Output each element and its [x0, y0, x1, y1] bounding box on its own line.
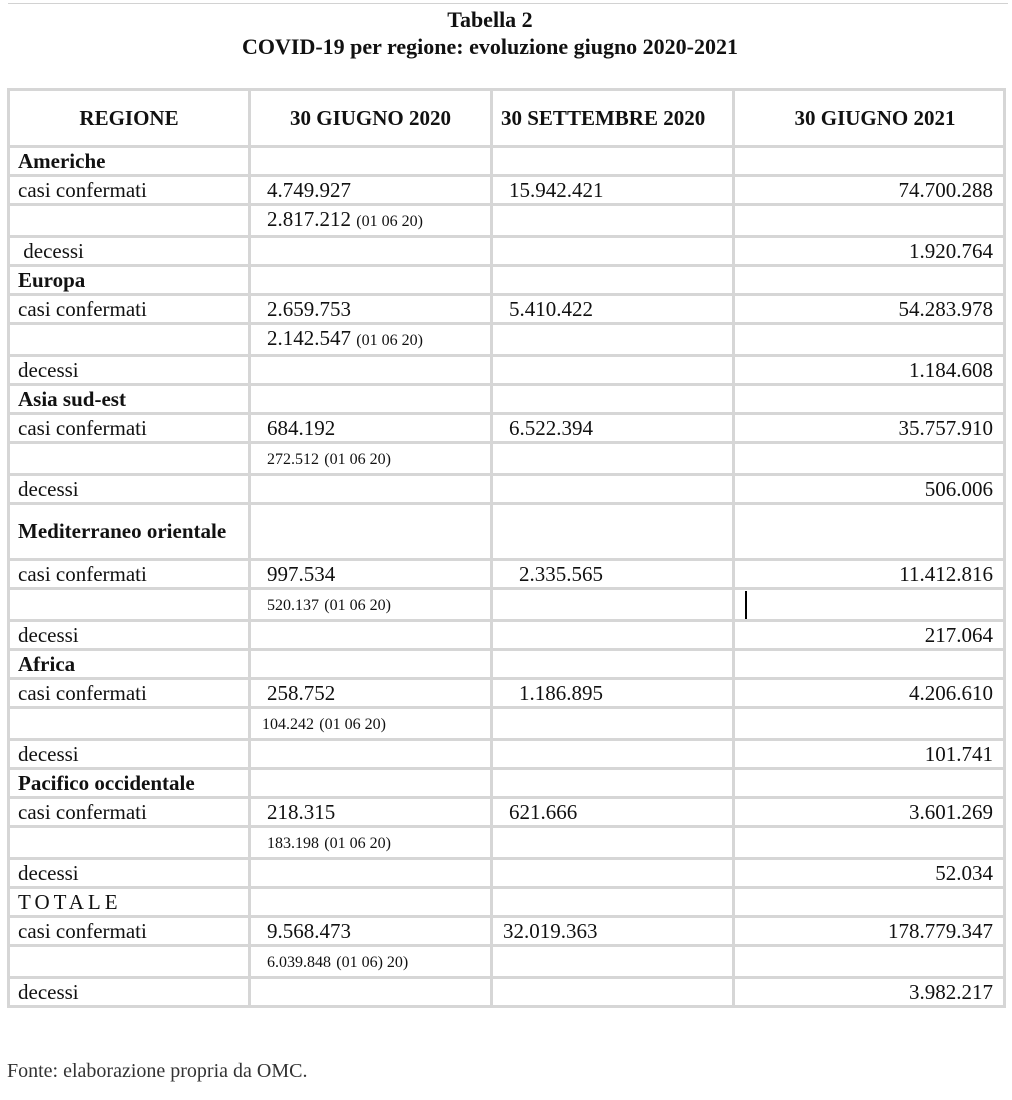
cell-giugno-2020-prior: 183.198 (01 06 20) — [250, 827, 492, 859]
date-note: (01 06 20) — [324, 835, 391, 853]
cell-giugno-2020-prior: 104.242 (01 06 20) — [250, 708, 492, 740]
date-note: (01 06 20) — [319, 716, 386, 734]
total-label: TOTALE — [9, 888, 250, 917]
table-row — [9, 295, 1005, 324]
table-row — [9, 205, 1005, 237]
cell-giugno-2020-prior: 2.817.212 (01 06 20) — [250, 205, 492, 237]
table-number: Tabella 2 — [447, 7, 533, 32]
cell-giugno-2021: 52.034 — [734, 859, 1005, 888]
table-row — [9, 978, 1005, 1007]
cell-giugno-2021: 74.700.288 — [734, 176, 1005, 205]
header-row — [9, 90, 1005, 147]
table-row — [9, 560, 1005, 589]
cell-giugno-2021: 11.412.816 — [734, 560, 1005, 589]
region-name: Pacifico occidentale — [9, 769, 250, 798]
date-note: (01 06) 20) — [336, 954, 409, 972]
table-row — [9, 324, 1005, 356]
cell-giugno-2021: 1.184.608 — [734, 356, 1005, 385]
cell-settembre-2020: 15.942.421 — [492, 176, 734, 205]
table-row — [9, 356, 1005, 385]
covid-region-table — [7, 88, 1006, 1008]
row-label: decessi — [9, 237, 250, 266]
header-30-giugno-2021: 30 GIUGNO 2021 — [734, 90, 1005, 147]
cell-giugno-2020: 997.534 — [250, 560, 492, 589]
row-label: decessi — [9, 356, 250, 385]
table-row — [9, 414, 1005, 443]
row-label: decessi — [9, 475, 250, 504]
table-row — [9, 827, 1005, 859]
cell-settembre-2020: 6.522.394 — [492, 414, 734, 443]
region-name: Asia sud-est — [9, 385, 250, 414]
row-label: casi confermati — [9, 176, 250, 205]
cell-giugno-2021: 4.206.610 — [734, 679, 1005, 708]
table-row — [9, 266, 1005, 295]
region-name: Europa — [9, 266, 250, 295]
table-row — [9, 798, 1005, 827]
table-row — [9, 859, 1005, 888]
table-row — [9, 504, 1005, 560]
row-label: decessi — [9, 859, 250, 888]
cell-settembre-2020: 5.410.422 — [492, 295, 734, 324]
region-name: Mediterraneo orientale — [9, 504, 250, 560]
header-30-giugno-2020: 30 GIUGNO 2020 — [250, 90, 492, 147]
date-note: (01 06 20) — [324, 597, 391, 615]
cell-giugno-2021: 35.757.910 — [734, 414, 1005, 443]
cell-settembre-2020: 2.335.565 — [492, 560, 734, 589]
cell-giugno-2021: 3.601.269 — [734, 798, 1005, 827]
cell-giugno-2021: 178.779.347 — [734, 917, 1005, 946]
cell-giugno-2020-prior: 6.039.848 (01 06) 20) — [250, 946, 492, 978]
table-row — [9, 946, 1005, 978]
cell-settembre-2020: 1.186.895 — [492, 679, 734, 708]
text-cursor — [745, 591, 747, 619]
cell-giugno-2021: 3.982.217 — [734, 978, 1005, 1007]
cell-giugno-2020-prior: 2.142.547 (01 06 20) — [250, 324, 492, 356]
row-label: casi confermati — [9, 798, 250, 827]
table-row — [9, 888, 1005, 917]
region-name: Americhe — [9, 147, 250, 176]
cell-giugno-2020: 258.752 — [250, 679, 492, 708]
row-label: casi confermati — [9, 679, 250, 708]
table-row — [9, 385, 1005, 414]
row-label: decessi — [9, 740, 250, 769]
text-cursor-cell[interactable] — [734, 589, 1005, 621]
table-row — [9, 147, 1005, 176]
cell-settembre-2020: 621.666 — [492, 798, 734, 827]
row-label: casi confermati — [9, 560, 250, 589]
table-row — [9, 237, 1005, 266]
cell-giugno-2021: 1.920.764 — [734, 237, 1005, 266]
cell-giugno-2021: 217.064 — [734, 621, 1005, 650]
table-row — [9, 708, 1005, 740]
date-note: (01 06 20) — [356, 332, 423, 349]
cell-giugno-2020: 2.659.753 — [250, 295, 492, 324]
table-row — [9, 917, 1005, 946]
table-row — [9, 679, 1005, 708]
table-row — [9, 589, 1005, 621]
cell-giugno-2021: 506.006 — [734, 475, 1005, 504]
cell-giugno-2020-prior: 520.137 (01 06 20) — [250, 589, 492, 621]
region-name: Africa — [9, 650, 250, 679]
cell-settembre-2020: 32.019.363 — [492, 917, 734, 946]
row-label: casi confermati — [9, 917, 250, 946]
source-note: Fonte: elaborazione propria da OMC. — [7, 1060, 308, 1082]
date-note: (01 06 20) — [324, 451, 391, 468]
row-label: decessi — [9, 978, 250, 1007]
table-row — [9, 650, 1005, 679]
top-rule — [8, 3, 1008, 4]
cell-giugno-2020: 9.568.473 — [250, 917, 492, 946]
cell-giugno-2021: 54.283.978 — [734, 295, 1005, 324]
table-row — [9, 621, 1005, 650]
table-row — [9, 475, 1005, 504]
header-30-settembre-2020: 30 SETTEMBRE 2020 — [492, 90, 734, 147]
row-label: casi confermati — [9, 414, 250, 443]
cell-giugno-2020: 684.192 — [250, 414, 492, 443]
cell-giugno-2020: 4.749.927 — [250, 176, 492, 205]
header-regione: REGIONE — [9, 90, 250, 147]
table-title: COVID-19 per regione: evoluzione giugno 2020-2021 — [242, 34, 738, 59]
row-label: decessi — [9, 621, 250, 650]
table-row — [9, 176, 1005, 205]
date-note: (01 06 20) — [356, 213, 423, 230]
cell-giugno-2020-prior: 272.512 (01 06 20) — [250, 443, 492, 475]
cell-giugno-2020: 218.315 — [250, 798, 492, 827]
table-row — [9, 443, 1005, 475]
table-row — [9, 769, 1005, 798]
row-label: casi confermati — [9, 295, 250, 324]
table-row — [9, 740, 1005, 769]
cell-giugno-2021: 101.741 — [734, 740, 1005, 769]
